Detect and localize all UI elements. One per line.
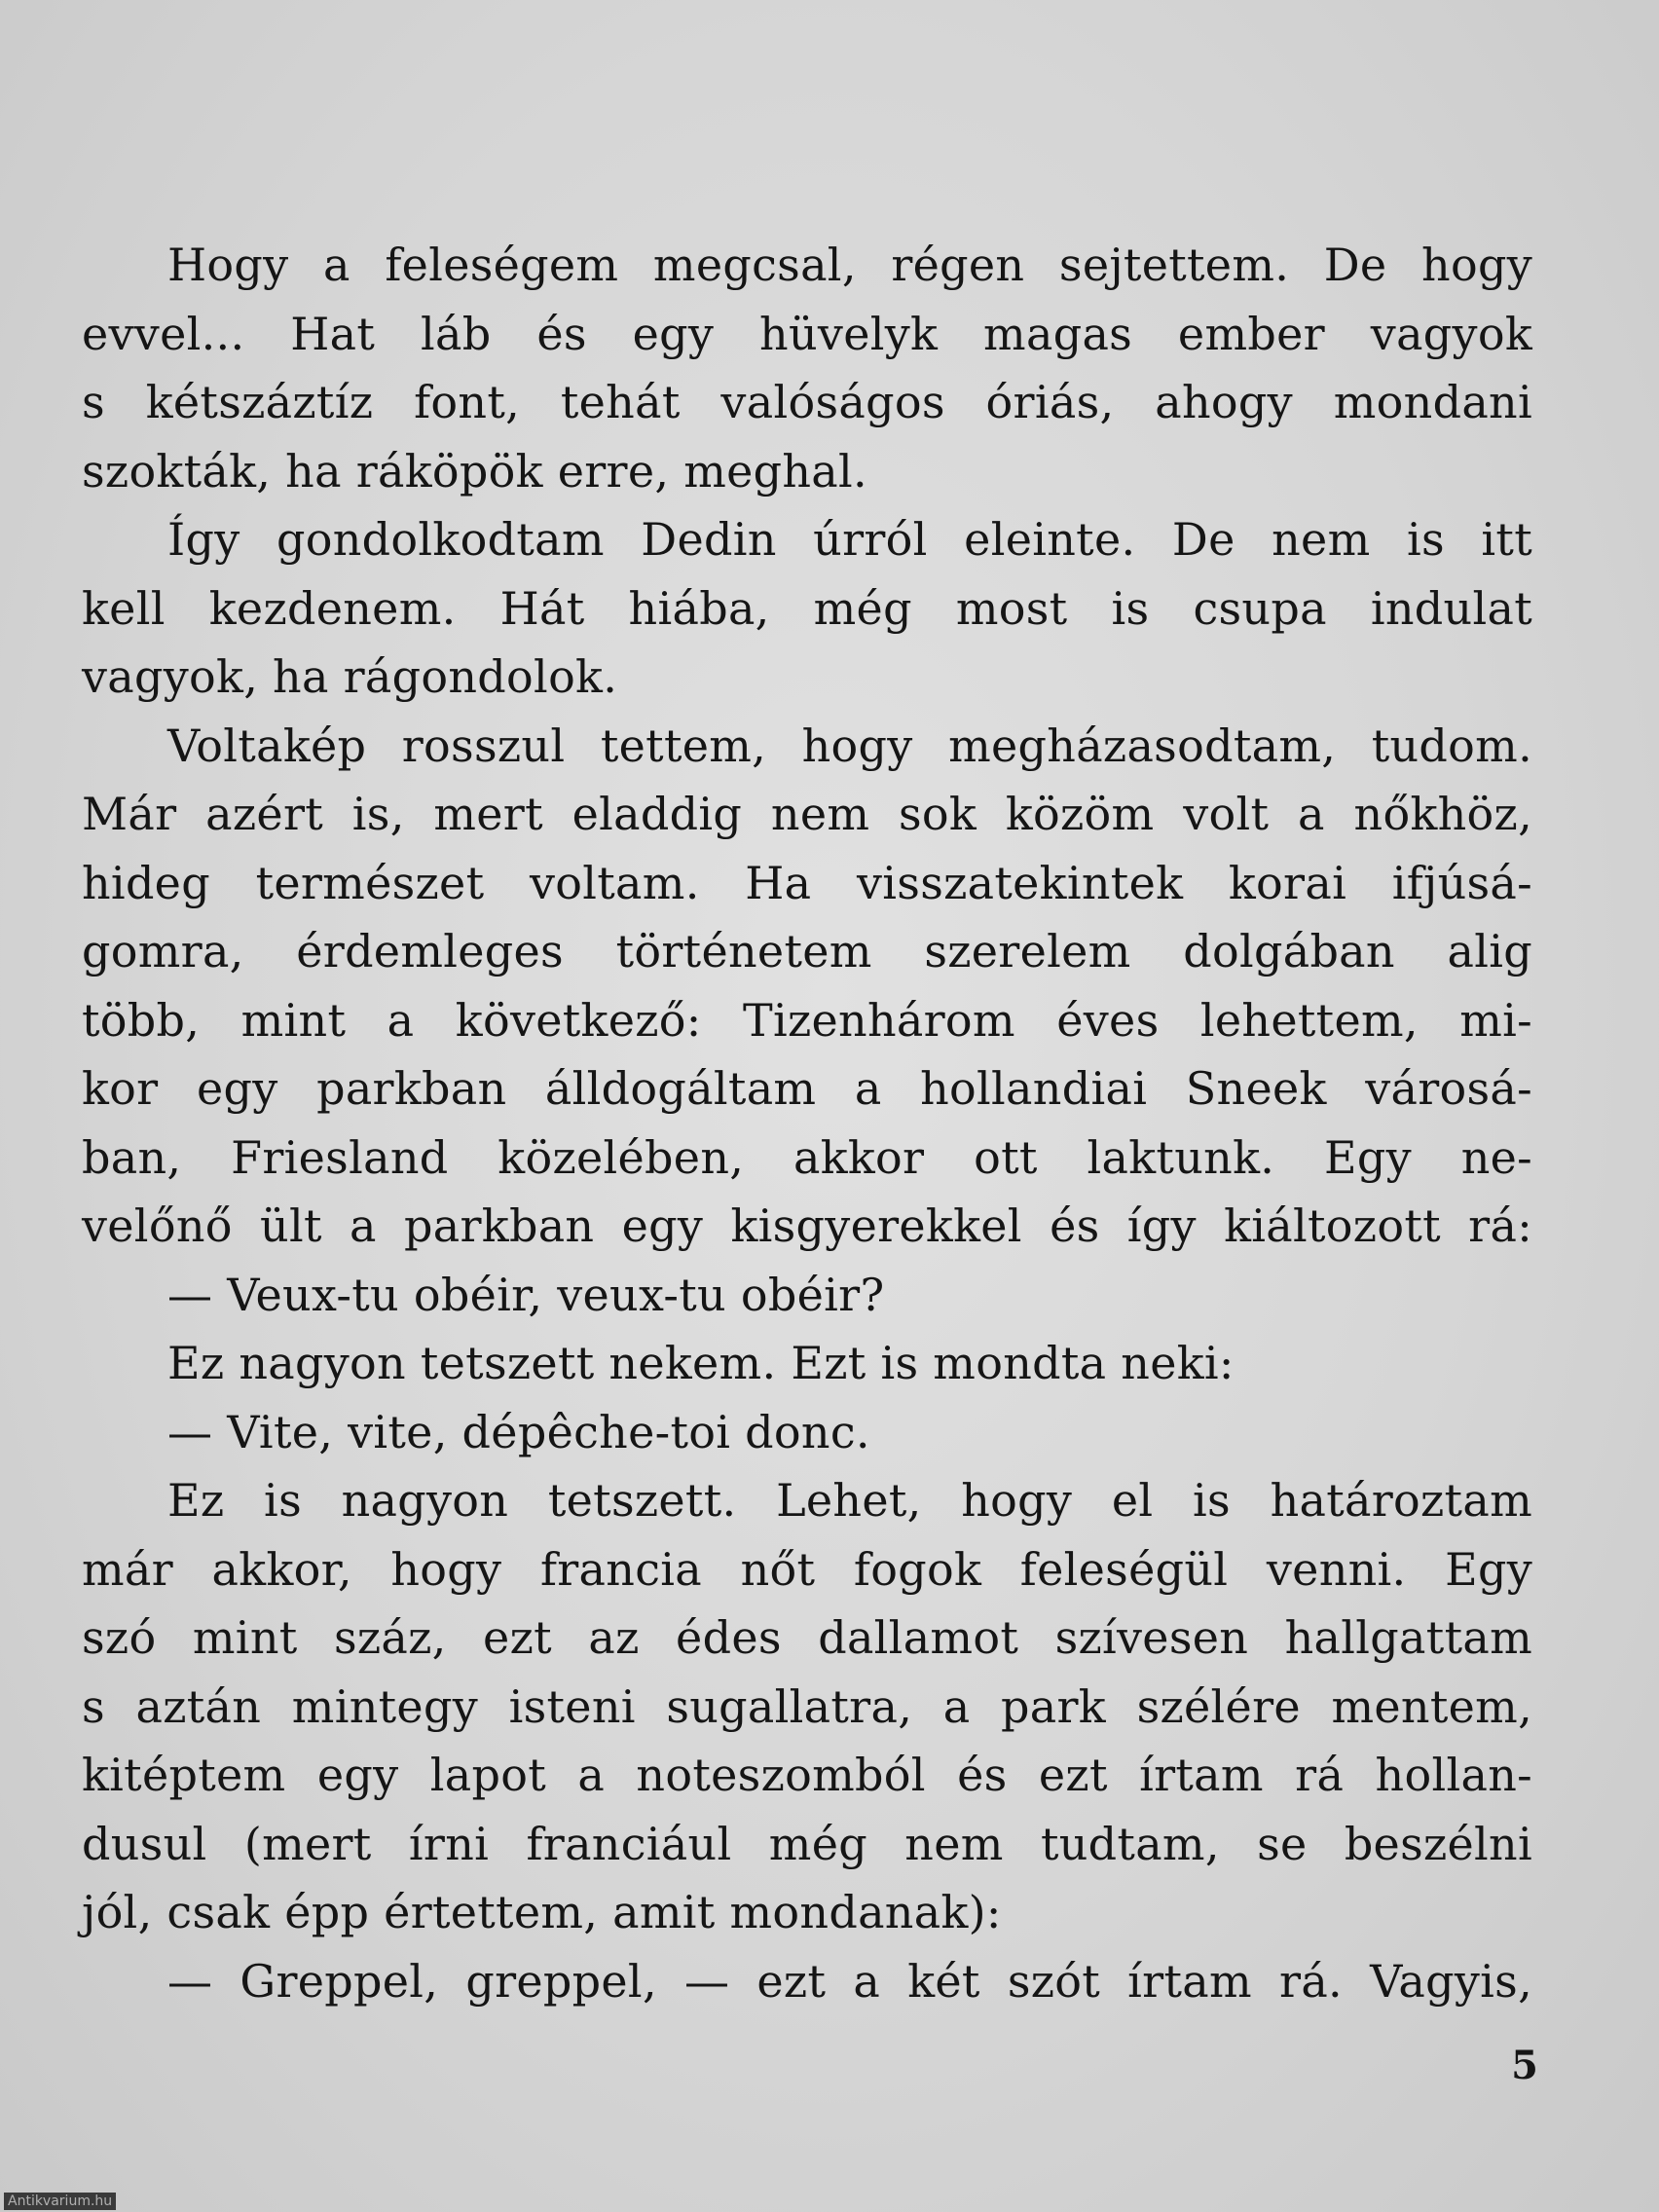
text-line: Hogy a feleségem megcsal, régen sejtettem. De hogy bbox=[167, 239, 1532, 291]
text-line: dusul (mert írni franciául még nem tudtam, se beszélni bbox=[82, 1817, 1532, 1870]
text-line: már akkor, hogy francia nőt fogok feleségül venni. Egy bbox=[82, 1542, 1532, 1596]
text-line: s kétszáztíz font, tehát valóságos óriás, ahogy mondani bbox=[82, 376, 1532, 428]
text-line: s aztán mintegy isteni sugallatra, a park szélére mentem, bbox=[82, 1679, 1532, 1733]
text-line: vagyok, ha rágondolok. bbox=[82, 650, 618, 703]
body-text bbox=[82, 231, 1532, 2015]
text-line: Már azért is, mert eladdig nem sok közöm volt a nőkhöz, bbox=[82, 788, 1532, 840]
page-number: 5 bbox=[1511, 2043, 1538, 2088]
text-line: — Veux-tu obéir, veux-tu obéir? bbox=[167, 1268, 885, 1321]
text-line: velőnő ült a parkban egy kisgyerekkel és így kiáltozott rá: bbox=[82, 1199, 1532, 1252]
text-line: szó mint száz, ezt az édes dallamot szívesen hallgattam bbox=[82, 1611, 1532, 1664]
text-line: gomra, érdemleges történetem szerelem dolgában alig bbox=[82, 925, 1532, 977]
text-line: — Greppel, greppel, — ezt a két szót írtam rá. Vagyis, bbox=[167, 1954, 1532, 2008]
text-line: ban, Friesland közelében, akkor ott laktunk. Egy ne- bbox=[82, 1130, 1532, 1184]
text-line: kell kezdenem. Hát hiába, még most is csupa indulat bbox=[82, 581, 1532, 635]
text-line: Voltakép rosszul tettem, hogy megházasodtam, tudom. bbox=[167, 719, 1532, 772]
text-line: Ez is nagyon tetszett. Lehet, hogy el is határoztam bbox=[167, 1474, 1532, 1527]
text-line: több, mint a következő: Tizenhárom éves lehettem, mi- bbox=[82, 993, 1532, 1047]
text-line: kor egy parkban álldogáltam a hollandiai Sneek városá- bbox=[82, 1062, 1532, 1115]
text-line: Ez nagyon tetszett nekem. Ezt is mondta neki: bbox=[167, 1337, 1235, 1389]
text-line: — Vite, vite, dépêche-toi donc. bbox=[167, 1405, 870, 1458]
watermark: Antikvarium.hu bbox=[4, 2193, 116, 2210]
text-line: szokták, ha ráköpök erre, meghal. bbox=[82, 444, 867, 498]
text-line: evvel... Hat láb és egy hüvelyk magas ember vagyok bbox=[82, 307, 1532, 360]
text-line: Így gondolkodtam Dedin úrról eleinte. De nem is itt bbox=[167, 513, 1532, 566]
text-line: hideg természet voltam. Ha visszatekintek korai ifjúsá- bbox=[82, 856, 1532, 909]
text-line: jól, csak épp értettem, amit mondanak): bbox=[82, 1886, 1002, 1938]
text-line: kitéptem egy lapot a noteszomból és ezt írtam rá hollan- bbox=[82, 1749, 1532, 1801]
